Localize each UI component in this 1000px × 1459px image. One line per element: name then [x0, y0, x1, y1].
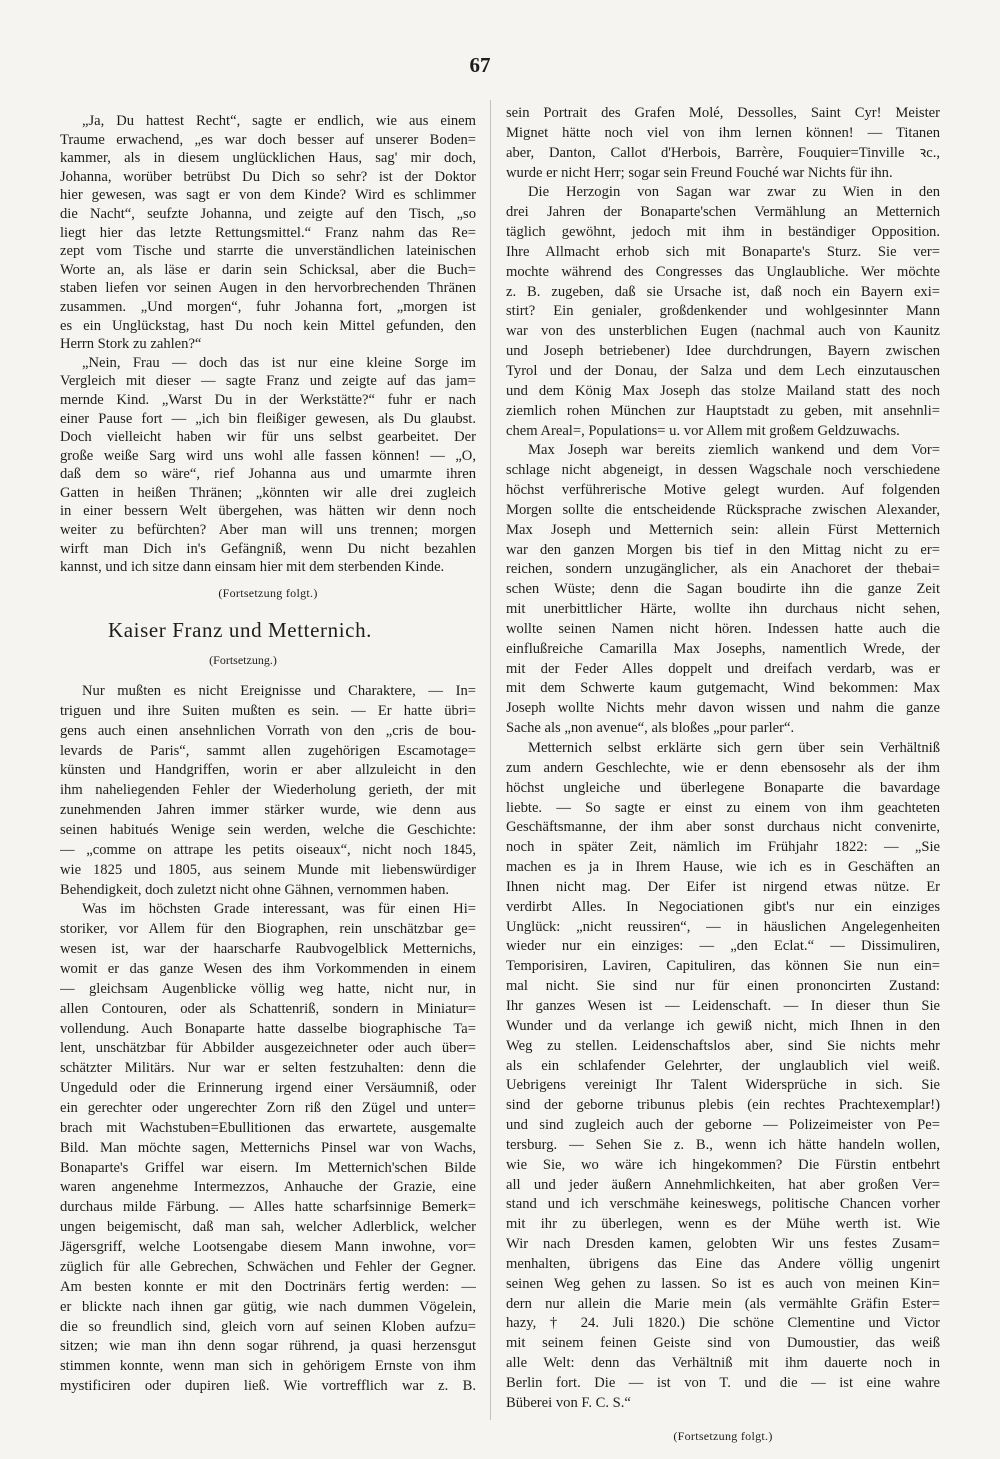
- text-line: stand und ich verschmähe keineswegs, politische Chancen vorher: [506, 1196, 940, 1213]
- text-line: staben liefen vor seinen Augen in den hervorbrechenden Thränen: [60, 280, 476, 297]
- text-line: Metternich selbst erklärte sich gern über sein Verhältniß: [528, 740, 940, 756]
- text-line: weiter zu befürchten? Aber man will uns trennen; morgen: [60, 522, 476, 539]
- column-divider: [490, 100, 491, 1420]
- text-line: hazy, † 24. Juli 1820.) Die schöne Clementine und Victor: [506, 1315, 940, 1332]
- text-line: ungen beigemischt, daß man sah, welcher Adlerblick, welcher: [60, 1219, 476, 1236]
- text-line: war von des unsterblichen Eugen (nachmal auch von Kaunitz: [506, 323, 940, 340]
- text-line: Was im höchsten Grade interessant, was für einen Hi=: [82, 901, 476, 918]
- text-line: „Nein, Frau — doch das ist nur eine kleine Sorge im: [82, 354, 476, 371]
- text-line: schätzter Militärs. Nur war er selten festzuhalten: denn die: [60, 1060, 476, 1077]
- text-line: Bonaparte's Griffel war eisern. Im Metternich'schen Bilde: [60, 1159, 476, 1176]
- text-line: ein gerechter oder ungerechter Zorn riß den Zügel und unter=: [60, 1100, 476, 1117]
- paragraph: [60, 900, 476, 1396]
- text-line: dern nur allein die Marie mein (als vermählte Gräfin Ester=: [506, 1295, 940, 1312]
- text-line: gens auch einen ansehnlichen Vorrath von den „cris de bou-: [60, 722, 476, 739]
- text-line: ihm naheliegenden Fehler der Wiederholung gerieth, der mit: [60, 782, 476, 799]
- text-line: wollte seinen Namen nicht hören. Indessen hatte auch die: [506, 620, 940, 637]
- continuation-note: (Fortsetzung folgt.): [673, 1429, 773, 1443]
- text-line: Ihre Allmacht erhob sich mit Bonaparte's Sturz. Sie ver=: [506, 243, 940, 260]
- text-line: alle Welt: denn das Verhältniß mit ihm dauerte noch in: [506, 1355, 940, 1372]
- text-line: mit dem Schwerte kaum gutgemacht, Wind bekommen: Max: [506, 680, 940, 697]
- text-line: durchaus milde Färbung. — Alles hatte scharfsinnige Bemerk=: [60, 1199, 476, 1216]
- page-number: 67: [469, 53, 491, 77]
- text-line: allen Contouren, oder als Schattenriß, sondern in Miniatur=: [60, 1000, 476, 1017]
- text-line: zum andern Geschlechte, wie er denn ebensosehr als der ihm: [506, 759, 940, 776]
- article-text-right: [506, 104, 940, 1414]
- text-line: Büberei von F. C. S.“: [506, 1394, 631, 1411]
- text-line: Ihr ganzes Wesen ist — Leidenschaft. — In dieser thun Sie: [506, 997, 940, 1014]
- text-line: noch in später Zeit, nämlich im Frühjahr 1822: — „Sie: [506, 839, 940, 856]
- text-line: waren angenehme Intermezzos, Anhauche der Grazie, eine: [60, 1179, 476, 1196]
- text-line: Doch vielleicht haben wir für uns selbst gearbeitet. Der: [60, 429, 476, 446]
- continuation-note: (Fortsetzung folgt.): [218, 586, 318, 600]
- paragraph: [506, 441, 940, 739]
- text-line: Sache als „non avenue“, als bloßes „pour parler“.: [506, 720, 795, 737]
- text-line: schlage nicht abgeneigt, in dessen Wagschale noch verschiedene: [506, 462, 940, 479]
- text-line: und Joseph betriebener) Idee durchdrungen, Bayern zwischen: [506, 343, 940, 360]
- text-line: Weg zu stellen. Leidenschaftslos aber, sind Sie nichts mehr: [506, 1037, 940, 1054]
- article-title: Kaiser Franz und Metternich.: [107, 618, 373, 642]
- text-line: züglich für alle Gebrechen, Schwächen und Fehler der Gegner.: [60, 1258, 476, 1275]
- paragraph: [60, 112, 476, 354]
- article-subtitle: (Fortsetzung.): [209, 653, 277, 667]
- paragraph: [60, 682, 476, 900]
- text-line: wesen ist, war der haarscharfe Raubvogelblick Metternichs,: [60, 941, 476, 958]
- text-line: liegt hier das letzte Rettungsmittel.“ Franz nahm das Re=: [60, 224, 476, 241]
- text-line: wieder nur ein einziges: — „den Eclat.“ — Dissimuliren,: [506, 938, 940, 955]
- text-line: machen es ja in Ihrem Hause, wie ich es in Geschäften an: [506, 859, 940, 876]
- text-line: Temporisiren, Laviren, Capituliren, das können Sie nun ein=: [506, 958, 940, 975]
- text-line: Die Herzogin von Sagan war zwar zu Wien in den: [528, 184, 940, 201]
- text-line: große weiße Sarg wird uns wohl alle fassen können! — „O,: [60, 447, 476, 464]
- text-line: reichen, sondern unzugänglicher, als ein Anachoret der thebai=: [506, 561, 940, 578]
- text-line: und sind zugleich auch der geborne — Polizeimeister von Pe=: [506, 1117, 940, 1134]
- paragraph: [506, 739, 940, 1414]
- text-line: Wunder und da verlange ich gewiß nicht, mich Ihnen in den: [506, 1017, 940, 1034]
- text-line: Ungeduld oder die Erinnerung irgend einer Versäumniß, oder: [60, 1080, 476, 1097]
- text-line: höchst verführerische Motive gelegt wurden. Auf folgenden: [506, 482, 940, 499]
- text-line: levards de Paris“, sammt allen zugehörigen Escamotage=: [60, 742, 476, 759]
- text-line: sitzen; wie man ihn denn sogar rührend, ja quasi herzensgut: [60, 1338, 476, 1355]
- text-line: mochte während des Congresses das Unglaubliche. Wer möchte: [506, 263, 940, 280]
- text-line: Nur mußten es nicht Ereignisse und Charaktere, — In=: [82, 683, 476, 699]
- text-line: höchst ungleiche und überlegene Bonaparte die bavardage: [506, 779, 940, 796]
- text-line: wurde er nicht Herr; sogar sein Freund Fouché war Nichts für ihn.: [506, 164, 893, 181]
- text-line: schen Wüste; denn die Sagan boudirte ihn die ganze Zeit: [506, 581, 940, 598]
- text-line: Behendigkeit, doch zuletzt nicht ohne Gähnen, vernommen haben.: [60, 881, 450, 898]
- text-line: „Ja, Du hattest Recht“, sagte er endlich, wie aus einem: [82, 113, 476, 129]
- text-line: war den ganzen Morgen bis tief in den Mittag nicht zu er=: [506, 541, 940, 558]
- text-line: daß dem so wäre“, rief Johanna aus und umarmte ihren: [60, 466, 476, 483]
- text-line: chem Areal=, Populations= u. vor Allem mit großem Geldzuwachs.: [506, 422, 900, 439]
- text-line: mernde Kind. „Warst Du in der Werkstätte?“ fuhr er nach: [60, 391, 476, 408]
- text-line: stirt? Ein genialer, großdenkender und wohlgesinnter Mann: [506, 303, 940, 320]
- text-line: Bild. Man möchte sagen, Metternichs Pinsel war von Wachs,: [60, 1139, 476, 1156]
- text-line: tersburg. — Sehen Sie z. B., wenn ich hätte handeln wollen,: [506, 1136, 940, 1153]
- text-line: kannst, und ich sitze dann einsam hier mit dem sterbenden Kinde.: [60, 559, 445, 576]
- text-line: all und jeder äußern Annehmlichkeiten, hat aber großen Ver=: [506, 1176, 940, 1193]
- text-line: es ein Unglückstag, hast Du noch kein Mittel gefunden, den: [60, 317, 476, 334]
- text-line: wie 1825 und 1805, aus seinem Munde mit liebenswürdiger: [60, 861, 476, 878]
- text-line: Geschäftsmanne, der ihm aber sonst durchaus nicht convenirte,: [506, 819, 940, 836]
- text-line: Uebrigens vereinigt Ihr Talent Widersprüche in sich. Sie: [506, 1077, 940, 1094]
- text-line: seinen Weg gehen zu lassen. So ist es auch von meinen Kin=: [506, 1275, 940, 1292]
- text-line: aber, Danton, Callot d'Herbois, Barrère, Fouquier=Tinville ꝛc.,: [506, 144, 940, 161]
- text-line: Wir nach Dresden kamen, gelobten Wir uns festes Zusam=: [506, 1236, 940, 1253]
- text-line: die Nacht“, seufzte Johanna, und zeigte auf den Tisch, „so: [60, 205, 476, 222]
- text-line: täglich gewöhnt, jedoch mit ihm in beständiger Opposition.: [506, 224, 940, 241]
- text-line: vollendung. Auch Bonaparte hatte dasselbe biographische Ta=: [60, 1020, 476, 1037]
- text-line: zusammen. „Und morgen“, fuhr Johanna fort, „morgen ist: [60, 298, 476, 315]
- text-line: Berlin fort. Die — ist von T. und die — ist eine wahre: [506, 1375, 940, 1391]
- text-line: einflußreiche Camarilla Max Josephs, namentlich Wrede, der: [506, 640, 940, 657]
- text-line: drei Jahren der Bonaparte'schen Vermählung an Metternich: [506, 204, 940, 221]
- text-line: mystificiren oder dupiren ließ. Wie vortrefflich war z. B.: [60, 1378, 476, 1395]
- text-line: liebte. — So sagte er einst zu einem von ihm geachteten: [506, 799, 940, 816]
- text-line: sind der geborne tribunus plebis (ein rechtes Prachtexemplar!): [506, 1097, 940, 1114]
- paragraph: [506, 104, 940, 183]
- text-line: Johanna, worüber betrübst Du Dich so sehr? ist der Doktor: [60, 168, 476, 185]
- text-line: mit der Feder Alles doppelt und dreifach verdarb, was er: [506, 660, 940, 677]
- text-line: menhalten, übrigens das Eine das Andere völlig ungenirt: [506, 1255, 940, 1272]
- text-line: Joseph wollte Nichts mehr davon wissen und nahm die ganze: [506, 700, 940, 717]
- text-line: Traume erwachend, „es war doch besser auf unserer Boden=: [60, 131, 476, 148]
- text-line: lent, unschätzbar für Abbilder ausgezeichneter oder auch über=: [60, 1040, 476, 1057]
- text-line: einer Pause fort — „ich bin fleißiger gewesen, als Du glaubst.: [60, 410, 476, 427]
- article-text-left: [60, 682, 476, 1397]
- text-line: Morgen sollte die entscheidende Rücksprache zwischen Alexander,: [506, 501, 940, 518]
- text-line: Vergleich mit dieser — sagte Franz und zeigte auf das jam=: [60, 373, 476, 390]
- text-line: wie Sie, wo wäre ich hingekommen? Die Fürstin entbehrt: [506, 1156, 940, 1173]
- text-line: Worte an, als läse er darin sein Schicksal, aber die Buch=: [60, 261, 476, 278]
- text-line: brach mit Wachstuben=Ebullitionen das erwartete, ausgemalte: [60, 1119, 476, 1136]
- text-line: Tyrol und der Donau, der Salza und dem Lech einzutauschen: [506, 362, 940, 379]
- text-line: mit seinem feinen Geiste sind von Dumoustier, das weiß: [506, 1335, 940, 1352]
- text-line: Am besten konnte er mit den Doctrinärs fertig werden: —: [60, 1278, 476, 1295]
- text-line: — gleichsam Augenblicke völlig weg hatte, nicht nur, in: [60, 980, 476, 997]
- text-line: sein Portrait des Grafen Molé, Dessolles, Saint Cyr! Meister: [506, 105, 940, 121]
- text-line: Ihnen nicht mag. Der Eifer ist nirgend etwas nütze. Er: [506, 878, 940, 895]
- text-line: mit ihr zu überlegen, wenn es der Mühe werth ist. Wie: [506, 1216, 940, 1233]
- text-line: als ein schlafender Gelehrter, der unglaublich viel weiß.: [506, 1057, 940, 1074]
- text-line: künsten und Handgriffen, worin er aber allzuleicht in den: [60, 762, 476, 779]
- text-line: in einer bessern Welt übergehen, was hätten wir denn noch: [60, 503, 476, 520]
- text-line: Max Joseph war bereits ziemlich wankend und dem Vor=: [528, 442, 940, 459]
- text-line: wirft man Dich in's Gefängniß, wenn Du nicht bezahlen: [60, 540, 476, 557]
- text-line: Herrn Stork zu zahlen?“: [60, 336, 202, 353]
- text-line: z. B. zugeben, daß sie Ursache ist, daß noch ein Bayern exi=: [506, 283, 940, 300]
- text-line: — „comme on attrape les petits oiseaux“, nicht noch 1845,: [60, 841, 476, 858]
- text-line: kammer, als in diesem unglücklichen Haus, sag' mir doch,: [60, 150, 476, 167]
- text-line: hier gewesen, was sagt er von dem Kinde? Wird es schlimmer: [60, 187, 476, 204]
- text-line: Gatten in heißen Thränen; „könnten wir alle drei zugleich: [60, 484, 476, 501]
- text-line: zept vom Tische und starrte die unverständlichen lateinischen: [60, 243, 476, 260]
- text-line: mal nicht. Sie sind nur für einen prononcirten Zustand:: [506, 978, 940, 995]
- text-line: Jägersgriff, welche Lootsengabe diesem Mann inwohne, vor=: [60, 1239, 476, 1256]
- text-line: und dem König Max Joseph das stolze Mailand statt des noch: [506, 382, 940, 399]
- text-line: Max Joseph und Metternich sein: allein Fürst Metternich: [506, 521, 940, 538]
- text-line: ziemlich rohen München zur Hauptstadt zu geben, mit ansehnli=: [506, 402, 940, 419]
- text-line: triguen und ihre Suiten mußten es sein. — Er hatte übri=: [60, 702, 476, 719]
- text-line: stimmen konnte, wenn man sich in gehörigem Ernste von ihm: [60, 1358, 476, 1375]
- text-line: storiker, vor Allem für den Biographen, rein unschätzbar ge=: [60, 921, 476, 938]
- previous-story-text: [60, 112, 476, 577]
- text-line: womit er das ganze Wesen des ihm Vorkommenden in einem: [60, 961, 476, 978]
- text-line: seinen habitués Wenige sein werden, welche die Geschichte:: [60, 822, 476, 839]
- text-line: Unglück: „nicht reussiren“, — in häuslichen Angelegenheiten: [506, 918, 940, 935]
- paragraph: [60, 354, 476, 577]
- text-line: mit unerbittlicher Härte, wollte ihn durchaus nicht sehen,: [506, 601, 940, 618]
- text-line: er blickte nach ihnen gar gütig, wie nach dummen Vögelein,: [60, 1298, 476, 1315]
- text-line: zunehmenden Jahren immer stärker wurde, wie denn aus: [60, 802, 476, 819]
- paragraph: [506, 183, 940, 441]
- text-line: die so freundlich sind, gleich vorn auf seinen Kloben aufzu=: [60, 1318, 476, 1335]
- text-line: verdirbt Alles. In Negociationen gibt's nur ein einziges: [506, 898, 940, 915]
- text-line: Mignet hätte noch viel von ihm lernen können! — Titanen: [506, 124, 940, 141]
